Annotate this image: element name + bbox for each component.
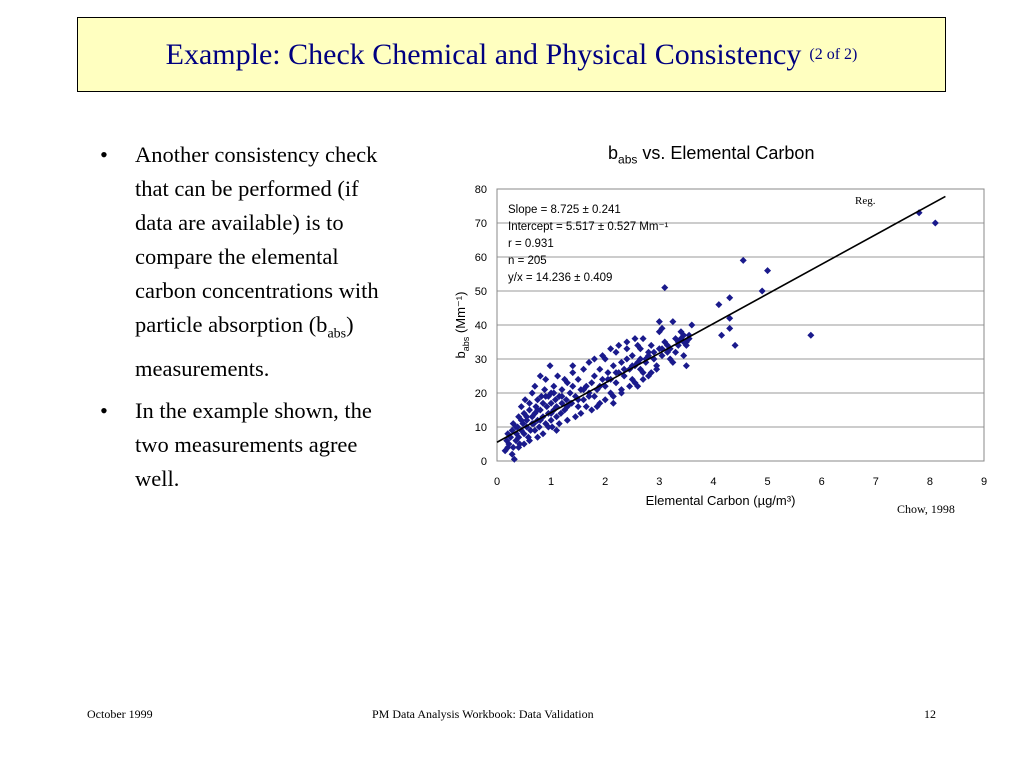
data-point (558, 386, 565, 393)
data-point (759, 288, 766, 295)
regression-stat: y/x = 14.236 ± 0.409 (508, 272, 613, 284)
footer-date: October 1999 (87, 707, 153, 721)
data-point (569, 383, 576, 390)
data-point (683, 362, 690, 369)
data-point (640, 335, 647, 342)
y-tick-label: 30 (474, 354, 487, 366)
regression-label: Reg. (855, 195, 876, 207)
chart-title: $b_{abs}$ vs. Elemental Carbon (608, 143, 815, 167)
data-point (554, 373, 561, 380)
data-point (583, 403, 590, 410)
slide-title: Example: Check Chemical and Physical Consistency (165, 37, 802, 71)
data-point (680, 352, 687, 359)
data-point (529, 390, 536, 397)
data-point (588, 379, 595, 386)
data-point (548, 417, 555, 424)
y-tick-label: 70 (474, 218, 487, 230)
data-point (575, 403, 582, 410)
data-point (623, 345, 630, 352)
data-point (539, 430, 546, 437)
data-point (640, 376, 647, 383)
data-point (575, 376, 582, 383)
y-tick-label: 0 (480, 456, 487, 468)
x-tick-label: 4 (710, 476, 717, 488)
page-number: 12 (924, 707, 936, 721)
data-point (610, 400, 617, 407)
data-point (596, 366, 603, 373)
x-tick-label: 3 (656, 476, 663, 488)
y-tick-label: 60 (474, 252, 487, 264)
y-tick-label: 50 (474, 286, 487, 298)
y-tick-label: 20 (474, 388, 487, 400)
bullet-icon: • (100, 142, 108, 167)
data-point (556, 420, 563, 427)
data-point (521, 441, 528, 448)
data-point (932, 220, 939, 227)
data-point (537, 373, 544, 380)
data-point (534, 434, 541, 441)
regression-line (497, 196, 945, 442)
data-point (572, 413, 579, 420)
data-point (615, 342, 622, 349)
data-point (569, 369, 576, 376)
y-tick-label: 10 (474, 422, 487, 434)
data-point (718, 332, 725, 339)
data-point (661, 284, 668, 291)
data-point (618, 359, 625, 366)
data-point (656, 318, 663, 325)
footer-title: PM Data Analysis Workbook: Data Validation (372, 707, 594, 721)
bullet-text-2: In the example shown, the two measurements agree well. (135, 397, 372, 491)
regression-stat: Slope = 8.725 ± 0.241 (508, 204, 621, 216)
data-point (726, 325, 733, 332)
data-point (564, 417, 571, 424)
data-point (541, 386, 548, 393)
x-tick-label: 6 (818, 476, 825, 488)
data-point (547, 362, 554, 369)
x-tick-label: 2 (602, 476, 609, 488)
data-point (623, 356, 630, 363)
x-tick-label: 7 (872, 476, 879, 488)
data-point (518, 403, 525, 410)
y-axis-label: $b_{abs}$ (Mm⁻¹) (453, 291, 471, 359)
source-citation: Chow, 1998 (897, 502, 955, 516)
data-point (764, 267, 771, 274)
x-axis-label: Elemental Carbon (µg/m³) (645, 493, 796, 508)
data-point (613, 349, 620, 356)
data-point (732, 342, 739, 349)
x-tick-label: 0 (493, 476, 501, 488)
data-point (531, 383, 538, 390)
x-tick-label: 9 (980, 476, 988, 488)
data-point (588, 407, 595, 414)
data-point (672, 349, 679, 356)
data-point (577, 410, 584, 417)
data-point (602, 396, 609, 403)
x-tick-label: 8 (926, 476, 933, 488)
data-point (631, 335, 638, 342)
regression-stat: n = 205 (508, 255, 547, 267)
x-tick-label: 1 (548, 476, 555, 488)
data-point (591, 373, 598, 380)
data-point (610, 362, 617, 369)
data-point (580, 366, 587, 373)
data-point (569, 362, 576, 369)
data-point (740, 257, 747, 264)
data-point (567, 390, 574, 397)
data-point (604, 369, 611, 376)
data-point (591, 356, 598, 363)
bullet-icon: • (100, 397, 108, 423)
data-point (585, 359, 592, 366)
data-point (629, 352, 636, 359)
data-point (688, 322, 695, 329)
regression-stat: r = 0.931 (508, 238, 554, 250)
slide-title-sub: (2 of 2) (809, 45, 858, 63)
data-point (715, 301, 722, 308)
data-point (807, 332, 814, 339)
x-tick-label: 5 (764, 476, 771, 488)
data-point (542, 376, 549, 383)
y-tick-label: 40 (474, 320, 487, 332)
y-tick-label: 80 (474, 184, 487, 196)
data-point (726, 294, 733, 301)
data-point (626, 383, 633, 390)
data-point (526, 407, 533, 414)
bullet-text-1: Another consistency check that can be performed (if data are available) is to compare the elemental carbon concentrations with particle absorption $(b_{abs})$ measurements. (135, 142, 379, 381)
regression-stat: Intercept = 5.517 ± 0.527 Mm⁻¹ (508, 221, 669, 233)
data-point (669, 318, 676, 325)
data-point (648, 342, 655, 349)
data-point (613, 379, 620, 386)
data-point (623, 339, 630, 346)
data-point (550, 383, 557, 390)
data-point (607, 345, 614, 352)
